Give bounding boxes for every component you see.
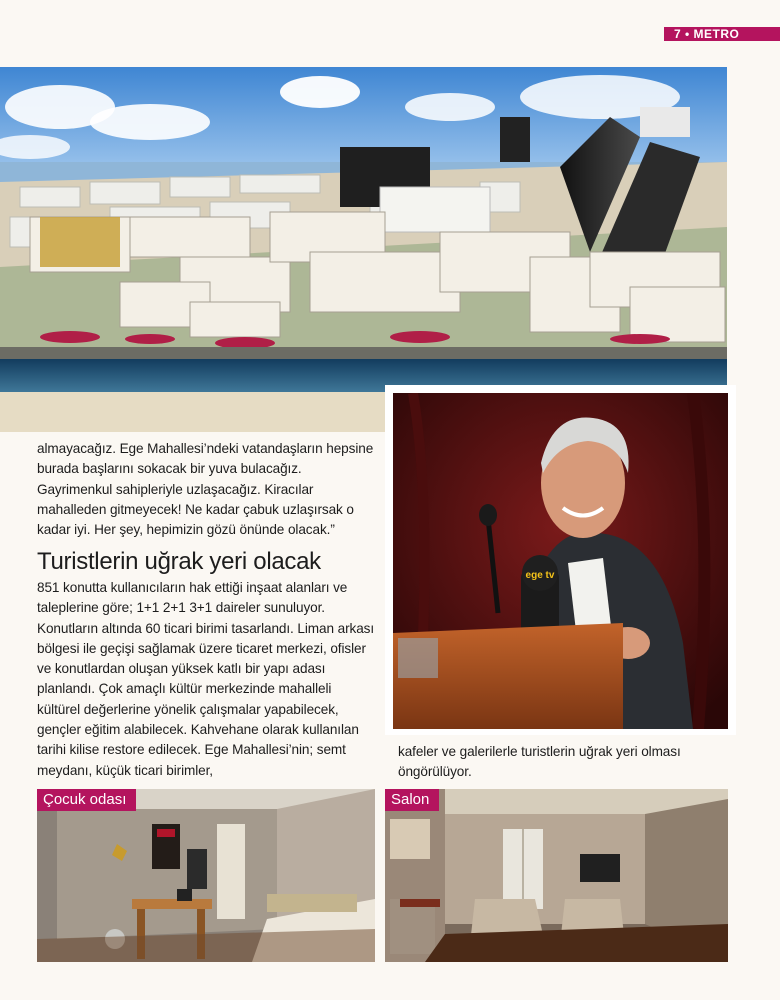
child-room-caption: Çocuk odası bbox=[37, 789, 136, 811]
page-section-tag: 7 • METRO bbox=[664, 27, 780, 41]
body-text: 851 konutta kullanıcıların hak ettiği inşaat alanları ve taleplerine göre; 1+1 2+1 3+1 daireler sunuluyor. Konutların altında 60 ticari birimi tasarlandı. Liman arkası bölgesi ile geçişi sağlamak üzere ticaret merkezi, ofisler ve konutlardan oluşan yüksek katlı bir yapı adası planlandı. Çok amaçlı kültür merkezinde mahalleli kültürel değerlerine yönelik çalışmalar yapabilecek, gençler eğitim alabilecek. Kahvehane olarak kullanılan tarihi kilise restore edilecek. Ege Mahallesi’nin; semt meydanı, küçük ticari birimler, bbox=[37, 580, 375, 778]
continuation-paragraph bbox=[398, 742, 728, 783]
salon-image bbox=[385, 789, 728, 962]
speaker-photo bbox=[393, 393, 728, 729]
salon-caption: Salon bbox=[385, 789, 439, 811]
microphone-logo: ege tv bbox=[525, 570, 555, 581]
aerial-rendering-image bbox=[0, 67, 727, 432]
continuation-text: kafeler ve galerilerle turistlerin uğrak yeri olması öngörülüyor. bbox=[398, 744, 681, 780]
intro-text: almayacağız. Ege Mahallesi’ndeki vatandaşların hepsine burada başlarını sokacak bir yuva bulacağız. Gayrimenkul sahipleriyle uzlaşacağız. Kiracılar mahalleden gitmeyecek! Ne kadar çabuk uzlaşırsak o kadar iyi. Her şey, hepimizin gözü önünde olacak.” bbox=[37, 441, 374, 538]
body-paragraph bbox=[37, 578, 375, 781]
child-room-image bbox=[37, 789, 375, 962]
intro-paragraph bbox=[37, 439, 375, 540]
section-heading: Turistlerin uğrak yeri olacak bbox=[37, 548, 321, 575]
